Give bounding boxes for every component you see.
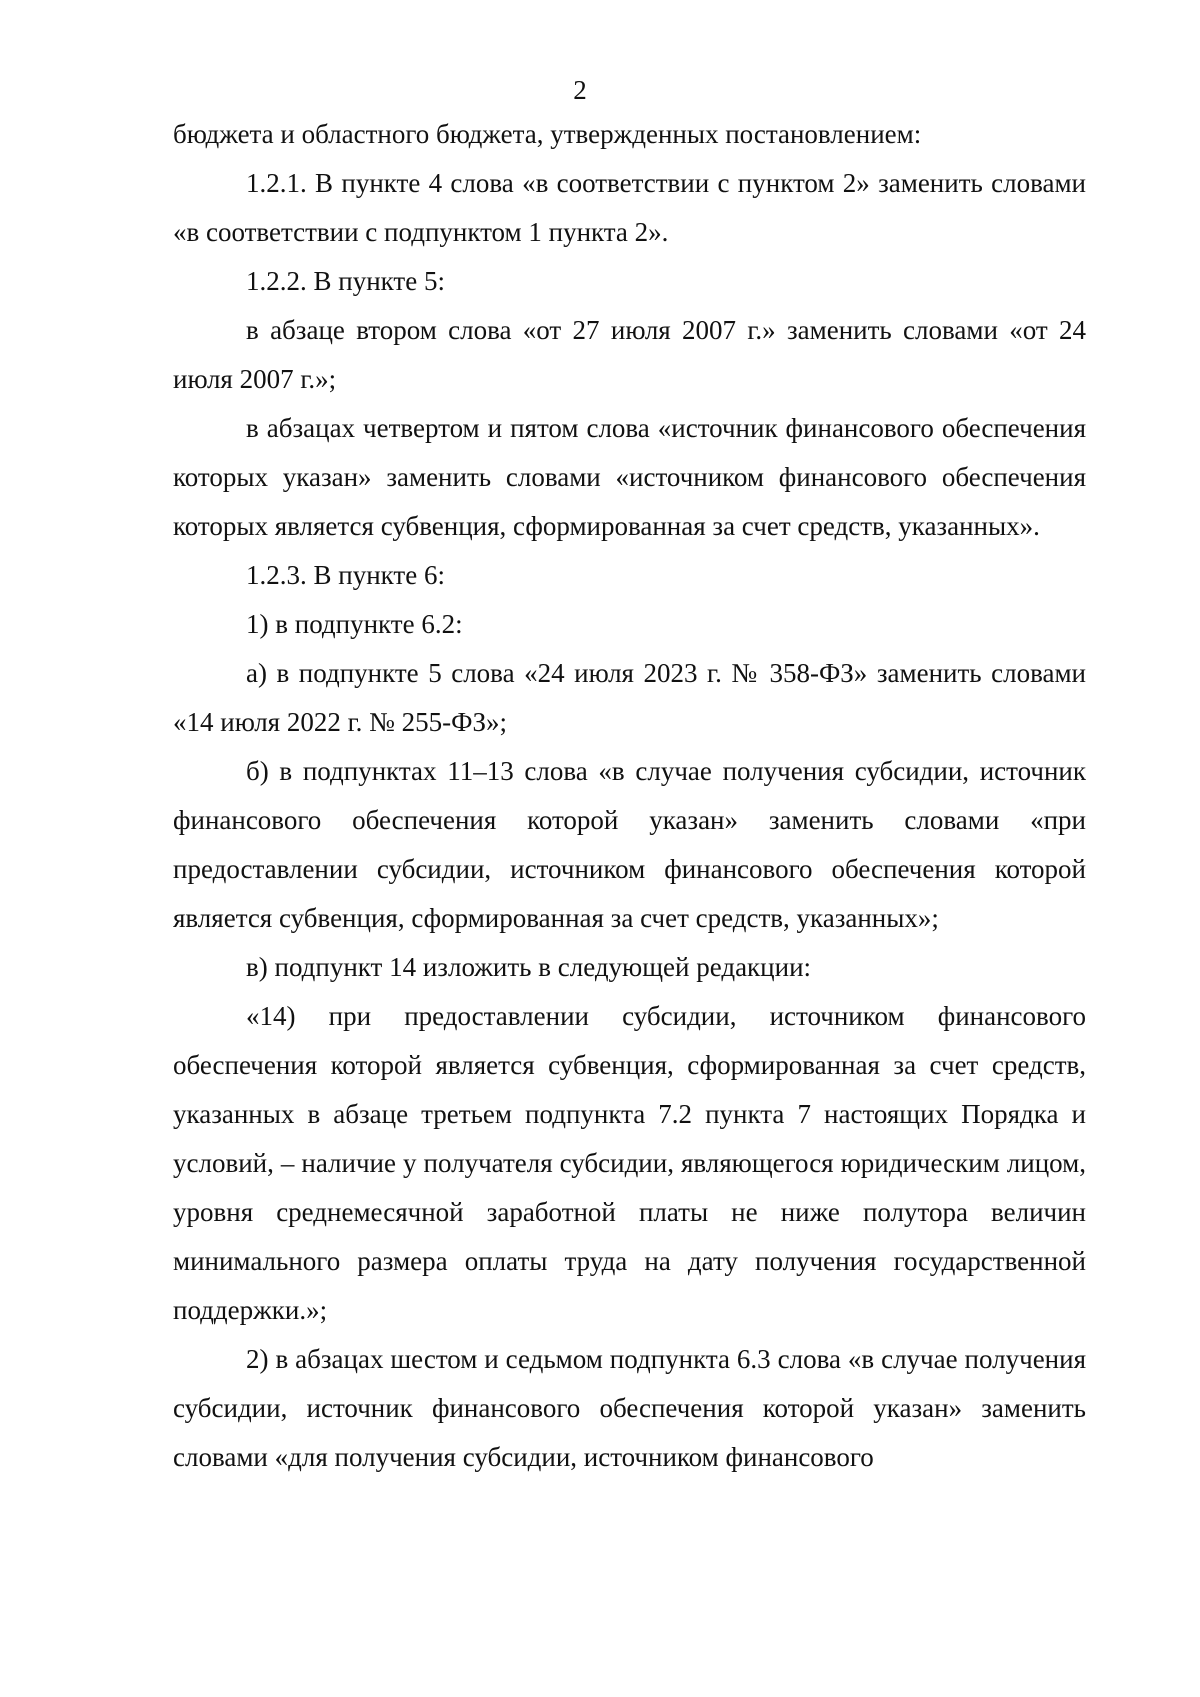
paragraph-1-2-2-heading: 1.2.2. В пункте 5: bbox=[246, 266, 445, 296]
paragraph-1-2-1: 1.2.1. В пункте 4 слова «в соответствии с пунктом 2» заменить словами «в соответствии с подпунктом 1 пункта 2». bbox=[173, 168, 1086, 247]
page-number: 2 bbox=[573, 75, 587, 105]
paragraph-subpoint-2: 2) в абзацах шестом и седьмом подпункта 6.3 слова «в случае получения субсидии, источник финансового обеспечения которой указан» заменить словами «для получения субсидии, источником финансового bbox=[173, 1344, 1086, 1472]
paragraph-1-2-3-heading: 1.2.3. В пункте 6: bbox=[246, 560, 445, 590]
paragraph-1-2-2-abzac-2: в абзаце втором слова «от 27 июля 2007 г.» заменить словами «от 24 июля 2007 г.»; bbox=[173, 315, 1086, 394]
paragraph-subpoint-v: в) подпункт 14 изложить в следующей редакции: bbox=[246, 952, 812, 982]
paragraph-continuation: бюджета и областного бюджета, утвержденных постановлением: bbox=[173, 119, 922, 149]
document-body bbox=[173, 110, 1086, 1482]
paragraph-subpoint-a: а) в подпункте 5 слова «24 июля 2023 г. № 358-ФЗ» заменить словами «14 июля 2022 г. № 255-ФЗ»; bbox=[173, 658, 1086, 737]
paragraph-subpoint-b: б) в подпунктах 11–13 слова «в случае получения субсидии, источник финансового обеспечения которой указан» заменить словами «при предоставлении субсидии, источником финансового обеспечения которой является субвенция, сформированная за счет средств, указанных»; bbox=[173, 756, 1086, 933]
paragraph-1-2-2-abzac-4-5: в абзацах четвертом и пятом слова «источник финансового обеспечения которых указан» заменить словами «источником финансового обеспечения которых является субвенция, сформированная за счет средств, указанных». bbox=[173, 413, 1086, 541]
paragraph-subpoint-1: 1) в подпункте 6.2: bbox=[246, 609, 463, 639]
paragraph-subpoint-14-text: «14) при предоставлении субсидии, источником финансового обеспечения которой является субвенция, сформированная за счет средств, указанных в абзаце третьем подпункта 7.2 пункта 7 настоящих Порядка и условий, – наличие у получателя субсидии, являющегося юридическим лицом, уровня среднемесячной заработной платы не ниже полутора величин минимального размера оплаты труда на дату получения государственной поддержки.»; bbox=[173, 1001, 1086, 1325]
